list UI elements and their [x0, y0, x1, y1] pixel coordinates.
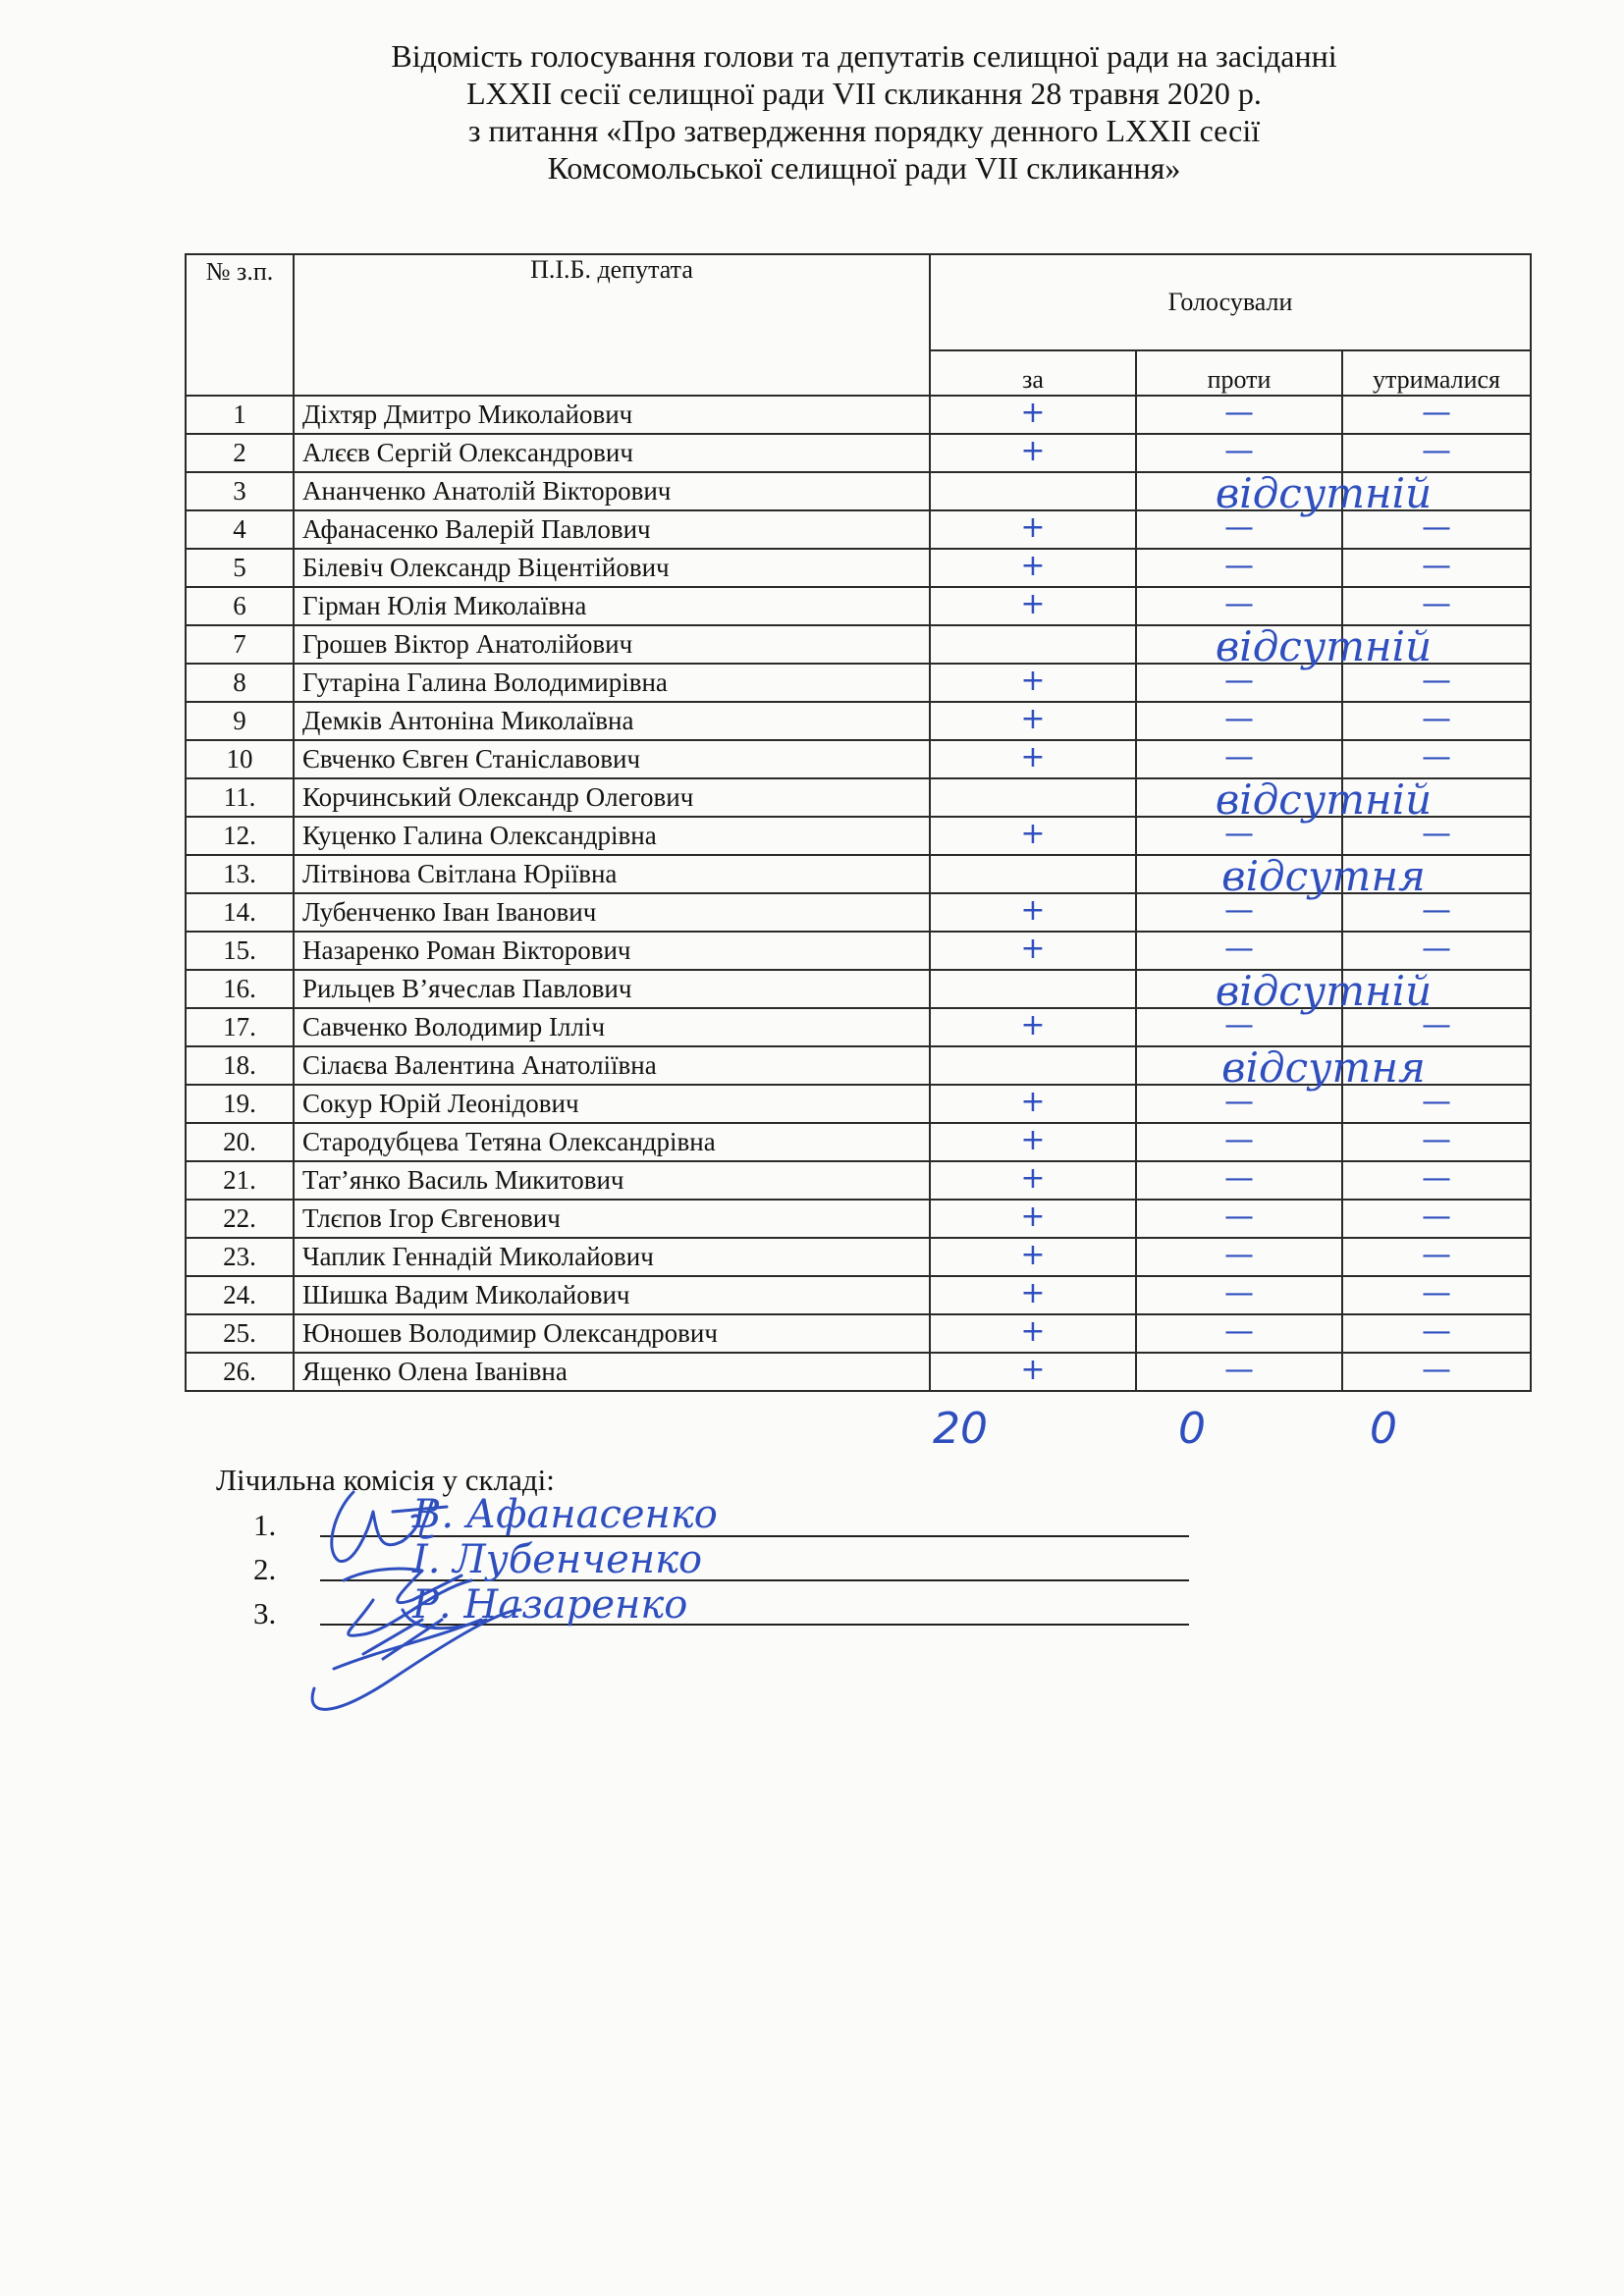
vote-mark-against: — — [1224, 1200, 1254, 1234]
table-body — [186, 396, 1531, 1391]
table-row — [186, 702, 1531, 740]
vote-cell-against — [1136, 396, 1342, 434]
vote-cell-abstained — [1342, 1200, 1531, 1238]
vote-cell-for — [930, 702, 1136, 740]
table-row — [186, 1046, 1531, 1085]
row-number: 12. — [186, 817, 294, 855]
deputy-name: Лубенченко Іван Іванович — [294, 893, 930, 932]
vote-mark-abstained: — — [1422, 1238, 1451, 1272]
total-for: 20 — [933, 1404, 988, 1454]
deputy-name: Тат’янко Василь Микитович — [294, 1161, 930, 1200]
vote-mark-against: — — [1224, 510, 1254, 545]
absence-note: відсутній — [1215, 622, 1433, 670]
row-number: 7 — [186, 625, 294, 664]
vote-cell-for — [930, 893, 1136, 932]
row-number: 1 — [186, 396, 294, 434]
vote-mark-abstained: — — [1422, 1085, 1451, 1119]
table-row — [186, 1200, 1531, 1238]
vote-cell-abstained — [1342, 396, 1531, 434]
vote-mark-against: — — [1224, 396, 1254, 430]
vote-mark-for: + — [1020, 587, 1046, 621]
row-number: 9 — [186, 702, 294, 740]
vote-mark-for: + — [1020, 396, 1046, 430]
absence-note: відсутня — [1221, 1043, 1426, 1092]
heading-line-3: з питання «Про затвердження порядку денного LXXII сесії — [467, 113, 1261, 148]
table-row — [186, 434, 1531, 472]
vote-mark-against: — — [1224, 702, 1254, 736]
absence-note: відсутній — [1215, 775, 1433, 824]
table-row — [186, 1314, 1531, 1353]
vote-mark-for: + — [1020, 434, 1046, 468]
row-number: 17. — [186, 1008, 294, 1046]
vote-mark-abstained: — — [1422, 817, 1451, 851]
deputy-name: Тлєпов Ігор Євгенович — [294, 1200, 930, 1238]
vote-cell-against — [1136, 740, 1342, 778]
vote-cell-for — [930, 587, 1136, 625]
vote-cell-against — [1136, 1161, 1342, 1200]
vote-mark-for: + — [1020, 1200, 1046, 1234]
vote-cell-for — [930, 1043, 1426, 1092]
vote-mark-for: + — [1020, 1008, 1046, 1042]
heading-line-2: LXXII сесії селищної ради VII скликання 28 травня 2020 р. — [466, 76, 1262, 111]
table-row — [186, 740, 1531, 778]
vote-mark-abstained: — — [1422, 1200, 1451, 1234]
header-for: за — [930, 350, 1136, 396]
vote-cell-abstained — [1342, 1276, 1531, 1314]
vote-mark-abstained: — — [1422, 1353, 1451, 1387]
vote-cell-abstained — [1342, 932, 1531, 970]
vote-mark-for: + — [1020, 817, 1046, 851]
vote-mark-abstained: — — [1422, 1161, 1451, 1196]
vote-mark-against: — — [1224, 817, 1254, 851]
vote-cell-against — [1136, 932, 1342, 970]
table-row — [186, 1276, 1531, 1314]
vote-mark-for: + — [1020, 1085, 1046, 1119]
document-heading — [245, 37, 1483, 187]
row-number: 13. — [186, 855, 294, 893]
table-row — [186, 932, 1531, 970]
vote-mark-abstained: — — [1422, 740, 1451, 774]
row-number: 19. — [186, 1085, 294, 1123]
row-number: 24. — [186, 1276, 294, 1314]
table-row — [186, 970, 1531, 1008]
vote-mark-for: + — [1020, 932, 1046, 966]
vote-cell-against — [1136, 1200, 1342, 1238]
table-row — [186, 1238, 1531, 1276]
vote-mark-abstained: — — [1422, 1314, 1451, 1349]
table-row — [186, 855, 1531, 893]
vote-mark-against: — — [1224, 1314, 1254, 1349]
vote-cell-abstained — [1342, 1161, 1531, 1200]
absence-note: відсутній — [1215, 469, 1433, 517]
vote-cell-for — [930, 1085, 1136, 1123]
heading-line-1: Відомість голосування голови та депутатів селищної ради на засіданні — [391, 38, 1337, 74]
vote-cell-abstained — [1342, 434, 1531, 472]
vote-cell-for — [930, 817, 1136, 855]
vote-cell-for — [930, 1200, 1136, 1238]
vote-cell-for — [930, 1314, 1136, 1353]
vote-cell-for — [930, 396, 1136, 434]
commission-line-number: 3. — [253, 1596, 277, 1630]
vote-mark-for: + — [1020, 549, 1046, 583]
vote-cell-for — [930, 1008, 1136, 1046]
deputy-name: Ященко Олена Іванівна — [294, 1353, 930, 1391]
deputy-name: Білевіч Олександр Віцентійович — [294, 549, 930, 587]
deputy-name: Назаренко Роман Вікторович — [294, 932, 930, 970]
vote-cell-for — [930, 740, 1136, 778]
deputy-name: Алєєв Сергій Олександрович — [294, 434, 930, 472]
deputy-name: Євченко Євген Станіславович — [294, 740, 930, 778]
vote-cell-against — [1136, 1238, 1342, 1276]
commission-line-2 — [253, 1552, 276, 1587]
table-row — [186, 549, 1531, 587]
header-number: № з.п. — [186, 254, 294, 396]
vote-mark-against: — — [1224, 1085, 1254, 1119]
vote-cell-for — [930, 1276, 1136, 1314]
table-row — [186, 778, 1531, 817]
vote-cell-abstained — [1342, 740, 1531, 778]
commission-label: Лічильна комісія у складі: — [216, 1463, 555, 1497]
vote-mark-against: — — [1224, 893, 1254, 928]
row-number: 3 — [186, 472, 294, 510]
vote-mark-abstained: — — [1422, 396, 1451, 430]
vote-cell-abstained — [1342, 587, 1531, 625]
vote-mark-against: — — [1224, 1276, 1254, 1310]
vote-mark-against: — — [1224, 664, 1254, 698]
header-voted: Голосували — [930, 254, 1531, 350]
deputy-name: Корчинський Олександр Олегович — [294, 778, 930, 817]
deputy-name: Чаплик Геннадій Миколайович — [294, 1238, 930, 1276]
row-number: 18. — [186, 1046, 294, 1085]
row-number: 16. — [186, 970, 294, 1008]
vote-cell-against — [1136, 434, 1342, 472]
vote-mark-for: + — [1020, 740, 1046, 774]
deputy-name: Гірман Юлія Миколаївна — [294, 587, 930, 625]
vote-mark-abstained: — — [1422, 932, 1451, 966]
deputy-name: Сокур Юрій Леонідович — [294, 1085, 930, 1123]
vote-mark-abstained: — — [1422, 510, 1451, 545]
vote-cell-abstained — [1342, 549, 1531, 587]
vote-mark-against: — — [1224, 1238, 1254, 1272]
vote-cell-for — [930, 932, 1136, 970]
header-against: проти — [1136, 350, 1342, 396]
vote-mark-for: + — [1020, 893, 1046, 928]
vote-cell-for — [930, 1353, 1136, 1391]
vote-mark-abstained: — — [1422, 1123, 1451, 1157]
vote-mark-for: + — [1020, 1123, 1046, 1157]
deputy-name: Куценко Галина Олександрівна — [294, 817, 930, 855]
vote-cell-for — [930, 1123, 1136, 1161]
vote-cell-for — [930, 775, 1433, 824]
vote-mark-against: — — [1224, 1008, 1254, 1042]
vote-mark-against: — — [1224, 1161, 1254, 1196]
vote-mark-for: + — [1020, 510, 1046, 545]
row-number: 14. — [186, 893, 294, 932]
vote-mark-for: + — [1020, 1161, 1046, 1196]
deputy-name: Діхтяр Дмитро Миколайович — [294, 396, 930, 434]
deputy-name: Рильцев В’ячеслав Павлович — [294, 970, 930, 1008]
vote-mark-abstained: — — [1422, 434, 1451, 468]
vote-mark-against: — — [1224, 740, 1254, 774]
row-number: 22. — [186, 1200, 294, 1238]
absence-note: відсутній — [1215, 967, 1433, 1015]
signature-text-2: І. Лубенченко — [412, 1537, 703, 1582]
table-row — [186, 1123, 1531, 1161]
row-number: 2 — [186, 434, 294, 472]
vote-cell-for — [930, 469, 1433, 517]
vote-cell-for — [930, 1161, 1136, 1200]
signature-text-3: Р. Назаренко — [412, 1582, 688, 1628]
vote-cell-abstained — [1342, 1238, 1531, 1276]
total-abstained: 0 — [1370, 1404, 1397, 1454]
vote-cell-abstained — [1342, 1314, 1531, 1353]
heading-line-4: Комсомольської селищної ради VII скликання» — [547, 150, 1181, 186]
row-number: 25. — [186, 1314, 294, 1353]
row-number: 20. — [186, 1123, 294, 1161]
vote-cell-for — [930, 549, 1136, 587]
table-row — [186, 396, 1531, 434]
signature-text-1: В. Афанасенко — [412, 1492, 718, 1537]
vote-mark-for: + — [1020, 1353, 1046, 1387]
vote-cell-against — [1136, 549, 1342, 587]
header-name: П.І.Б. депутата — [294, 254, 930, 396]
deputy-name: Шишка Вадим Миколайович — [294, 1276, 930, 1314]
table-row — [186, 472, 1531, 510]
vote-mark-abstained: — — [1422, 1008, 1451, 1042]
vote-mark-against: — — [1224, 549, 1254, 583]
commission-line-number: 2. — [253, 1552, 277, 1586]
row-number: 21. — [186, 1161, 294, 1200]
vote-cell-abstained — [1342, 1353, 1531, 1391]
vote-cell-against — [1136, 1123, 1342, 1161]
commission-line-number: 1. — [253, 1508, 277, 1542]
vote-mark-for: + — [1020, 702, 1046, 736]
vote-cell-abstained — [1342, 1123, 1531, 1161]
vote-cell-against — [1136, 1353, 1342, 1391]
deputy-name: Юношев Володимир Олександрович — [294, 1314, 930, 1353]
vote-mark-abstained: — — [1422, 702, 1451, 736]
vote-mark-for: + — [1020, 1276, 1046, 1310]
vote-cell-against — [1136, 1314, 1342, 1353]
table-row — [186, 625, 1531, 664]
deputy-name: Гутаріна Галина Володимирівна — [294, 664, 930, 702]
vote-mark-for: + — [1020, 1314, 1046, 1349]
vote-cell-against — [1136, 702, 1342, 740]
vote-mark-abstained: — — [1422, 1276, 1451, 1310]
total-against: 0 — [1178, 1404, 1206, 1454]
deputy-name: Літвінова Світлана Юріївна — [294, 855, 930, 893]
row-number: 10 — [186, 740, 294, 778]
vote-mark-for: + — [1020, 1238, 1046, 1272]
vote-cell-for — [930, 664, 1136, 702]
vote-mark-against: — — [1224, 587, 1254, 621]
vote-mark-abstained: — — [1422, 587, 1451, 621]
vote-mark-abstained: — — [1422, 893, 1451, 928]
vote-cell-for — [930, 622, 1433, 670]
vote-mark-against: — — [1224, 932, 1254, 966]
row-number: 8 — [186, 664, 294, 702]
row-number: 23. — [186, 1238, 294, 1276]
vote-cell-against — [1136, 587, 1342, 625]
vote-mark-abstained: — — [1422, 664, 1451, 698]
deputy-name: Сілаєва Валентина Анатоліївна — [294, 1046, 930, 1085]
vote-mark-for: + — [1020, 664, 1046, 698]
row-number: 5 — [186, 549, 294, 587]
header-abstained: утрималися — [1342, 350, 1531, 396]
deputy-name: Ананченко Анатолій Вікторович — [294, 472, 930, 510]
row-number: 15. — [186, 932, 294, 970]
vote-cell-for — [930, 852, 1426, 900]
vote-mark-against: — — [1224, 1353, 1254, 1387]
vote-cell-abstained — [1342, 702, 1531, 740]
vote-cell-for — [930, 434, 1136, 472]
row-number: 4 — [186, 510, 294, 549]
vote-cell-for — [930, 510, 1136, 549]
vote-cell-against — [1136, 1276, 1342, 1314]
deputy-name: Савченко Володимир Ілліч — [294, 1008, 930, 1046]
vote-mark-abstained: — — [1422, 549, 1451, 583]
deputy-name: Грошев Віктор Анатолійович — [294, 625, 930, 664]
table-row — [186, 1353, 1531, 1391]
voting-table — [185, 253, 1532, 1392]
row-number: 6 — [186, 587, 294, 625]
absence-note: відсутня — [1221, 852, 1426, 900]
vote-cell-for — [930, 1238, 1136, 1276]
deputy-name: Демків Антоніна Миколаївна — [294, 702, 930, 740]
vote-cell-for — [930, 967, 1433, 1015]
vote-mark-against: — — [1224, 1123, 1254, 1157]
commission-line-3 — [253, 1596, 276, 1631]
deputy-name: Стародубцева Тетяна Олександрівна — [294, 1123, 930, 1161]
table-row — [186, 587, 1531, 625]
table-row — [186, 1161, 1531, 1200]
row-number: 26. — [186, 1353, 294, 1391]
deputy-name: Афанасенко Валерій Павлович — [294, 510, 930, 549]
row-number: 11. — [186, 778, 294, 817]
commission-line-1 — [253, 1508, 276, 1543]
vote-mark-against: — — [1224, 434, 1254, 468]
